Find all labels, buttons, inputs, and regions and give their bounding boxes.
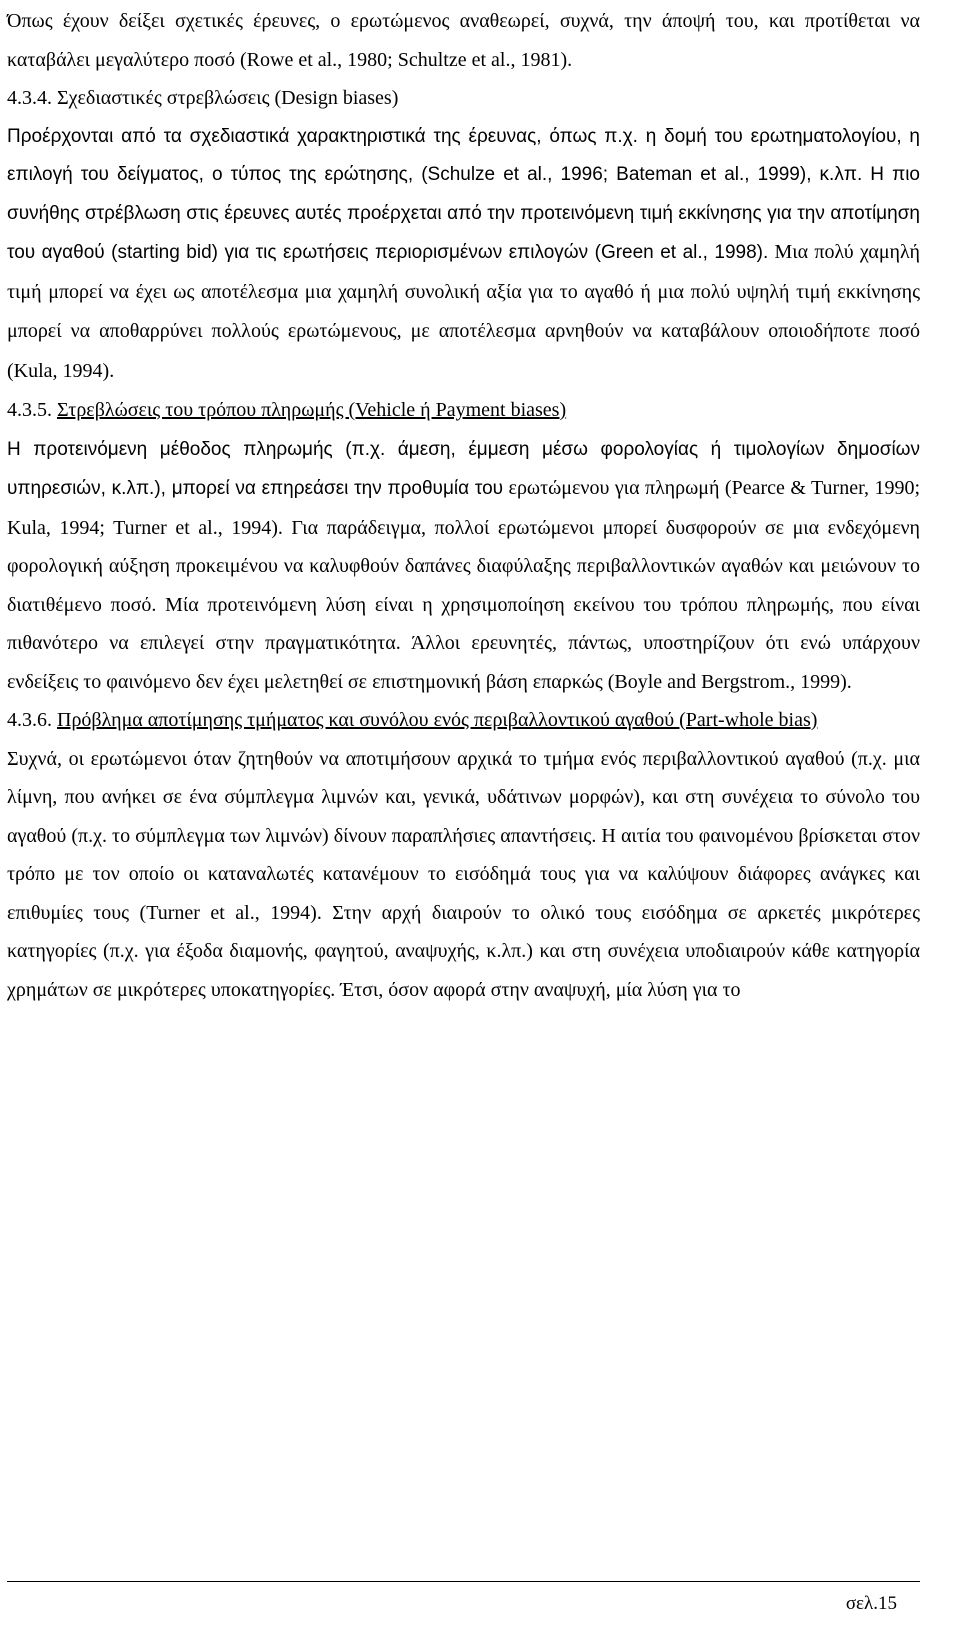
paragraph-payment-biases xyxy=(7,430,920,702)
footer-divider xyxy=(7,1581,920,1582)
page-number: σελ.15 xyxy=(845,1593,897,1614)
section-title: Πρόβλημα αποτίμησης τμήματος και συνόλου ενός περιβαλλοντικού αγαθού (Part-whole bias) xyxy=(57,709,818,731)
section-title: Στρεβλώσεις του τρόπου πληρωμής (Vehicle ή Payment biases) xyxy=(57,399,567,421)
paragraph-payment-biases-part1: Η προτεινόμενη μέθοδος πληρωμής (π.χ. άμεση, έμμεση μέσω φορολογίας ή τιμολογίων δημοσίων υπηρεσιών, κ.λπ.), μπορεί να επηρεάσει την προθυμία του xyxy=(7,438,920,499)
document-body xyxy=(7,2,920,1009)
section-number: 4.3.4. xyxy=(7,87,52,109)
paragraph-design-biases-part1: Προέρχονται από τα σχεδιαστικά χαρακτηριστικά της έρευνας, όπως π.χ. η δομή του ερωτηματολογίου, η επιλογή του δείγματος, ο τύπος της ερώτησης, (Schulze et al., 1996; Bateman et al., 1999), κ.λπ. Η πιο συνήθης στρέβλωση στις έρευνες αυτές προέρχεται από την προτεινόμενη τιμή εκκίνησης για την αποτίμηση του αγαθού (starting bid) για τις ερωτήσεις περιορισμένων επιλογών (Green et al., 1998). xyxy=(7,125,920,263)
paragraph-part-whole-bias: Συχνά, οι ερωτώμενοι όταν ζητηθούν να αποτιμήσουν αρχικά το τμήμα ενός περιβαλλοντικού αγαθού (π.χ. μια λίμνη, που ανήκει σε ένα σύμπλεγμα λιμνών και, γενικά, υδάτινων μορφών), και στη συνέχεια το σύνολο του αγαθού (π.χ. το σύμπλεγμα των λιμνών) δίνουν παραπλήσιες απαντήσεις. Η αιτία του φαινομένου βρίσκεται στον τρόπο με τον οποίο οι καταναλωτές κατανέμουν το εισόδημά τους για να καλύψουν διάφορες ανάγκες και επιθυμίες τους (Turner et al., 1994). Στην αρχή διαιρούν το ολικό τους εισόδημα σε αρκετές μικρότερες κατηγορίες (π.χ. για έξοδα διαμονής, φαγητού, αναψυχής, κ.λπ.) και στη συνέχεια υποδιαιρούν κάθε κατηγορία χρημάτων σε μικρότερες υποκατηγορίες. Έτσι, όσον αφορά στην αναψυχή, μία λύση για το xyxy=(7,747,920,1001)
paragraph-design-biases-part2: Μια πολύ χαμηλή τιμή μπορεί να έχει ως αποτέλεσμα μια χαμηλή συνολική αξία για το αγαθό ή μια πολύ υψηλή τιμή εκκίνησης μπορεί να αποθαρρύνει πολλούς ερωτώμενους, με αποτέλεσμα αρνηθούν να καταβάλουν οποιοδήποτε ποσό (Kula, 1994). xyxy=(7,241,920,382)
paragraph-design-biases xyxy=(7,118,920,392)
section-heading-4-3-6 xyxy=(7,701,920,740)
paragraph-intro: Όπως έχουν δείξει σχετικές έρευνες, ο ερωτώμενος αναθεωρεί, συχνά, την άποψή του, και προτίθεται να καταβάλει μεγαλύτερο ποσό (Rowe et al., 1980; Schultze et al., 1981). xyxy=(7,10,920,71)
section-number: 4.3.5. xyxy=(7,399,52,421)
section-title: Σχεδιαστικές στρεβλώσεις (Design biases) xyxy=(57,87,399,109)
section-number: 4.3.6. xyxy=(7,709,52,731)
section-heading-4-3-4 xyxy=(7,79,920,118)
section-heading-4-3-5 xyxy=(7,391,920,430)
paragraph-payment-biases-part2: ερωτώμενου για πληρωμή (Pearce & Turner, 1990; Kula, 1994; Turner et al., 1994). Για παράδειγμα, πολλοί ερωτώμενοι μπορεί δυσφορούν σε μια ενδεχόμενη φορολογική αύξηση προκειμένου να καλυφθούν δαπάνες διαφύλαξης περιβαλλοντικών αγαθών και μειώνουν το διατιθέμενο ποσό. Μία προτεινόμενη λύση είναι η χρησιμοποίηση εκείνου του τρόπου πληρωμής, που είναι πιθανότερο να επιλεγεί στην πραγματικότητα. Άλλοι ερευνητές, πάντως, υποστηρίζουν ότι ενώ υπάρχουν ενδείξεις το φαινόμενο δεν έχει μελετηθεί σε επιστημονική βάση επαρκώς (Boyle and Bergstrom., 1999). xyxy=(7,477,920,693)
